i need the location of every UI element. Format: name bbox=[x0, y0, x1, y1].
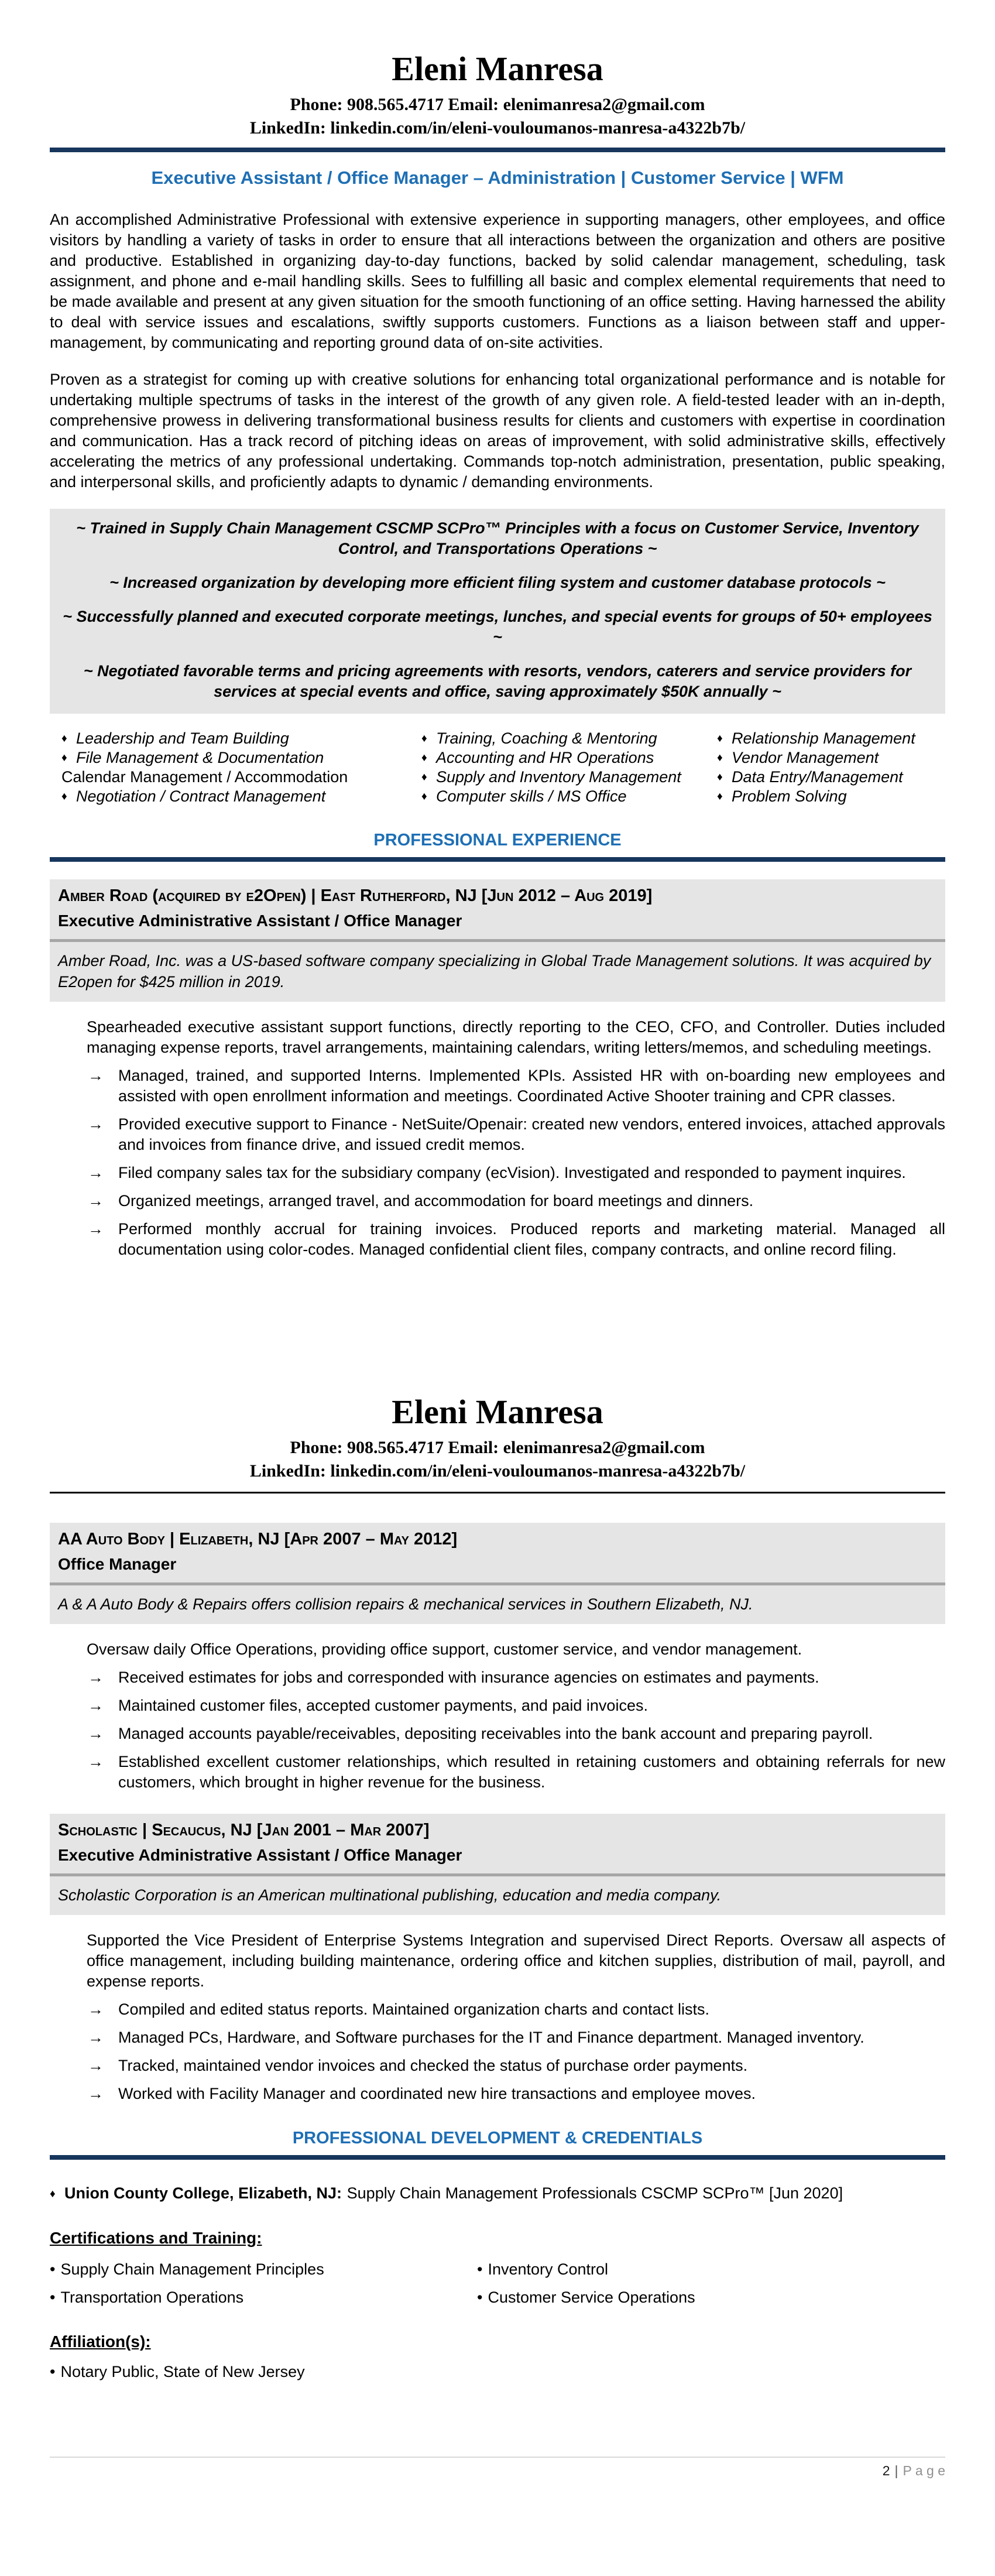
diamond-bullet-icon: ♦ bbox=[421, 752, 427, 764]
arrow-bullet-icon: → bbox=[88, 2057, 104, 2074]
header-rule bbox=[50, 148, 945, 152]
highlight-statement: ~ Negotiated favorable terms and pricing agreements with resorts, vendors, caterers and service providers for services at special events and office, saving approximately $50K annually ~ bbox=[83, 662, 912, 700]
phone-email-line: Phone: 908.565.4717 Email: elenimanresa2@gmail.com bbox=[290, 95, 705, 114]
footer-rule bbox=[50, 2457, 945, 2458]
job-bullet: → Filed company sales tax for the subsidiary company (ecVision). Investigated and responded to payment inquires. bbox=[88, 1163, 945, 1183]
diamond-bullet-icon: ♦ bbox=[717, 771, 723, 783]
education-line bbox=[50, 2183, 945, 2204]
skill-item: ♦ Problem Solving bbox=[717, 787, 847, 805]
page-number bbox=[50, 2463, 945, 2479]
dot-bullet-icon: • bbox=[477, 2260, 483, 2278]
job-company-line: Amber Road (acquired by e2Open) | East Rutherford, NJ [Jun 2012 – Aug 2019] bbox=[58, 886, 653, 905]
job-entry-amber-road bbox=[50, 879, 945, 1260]
candidate-name: Eleni Manresa bbox=[392, 50, 603, 88]
diamond-bullet-icon: ♦ bbox=[717, 790, 723, 803]
job-bullet: → Tracked, maintained vendor invoices and checked the status of purchase order payments. bbox=[88, 2056, 945, 2076]
section-heading-experience: PROFESSIONAL EXPERIENCE bbox=[373, 831, 622, 849]
contact-block bbox=[50, 1437, 945, 1482]
job-bullet: → Managed PCs, Hardware, and Software purchases for the IT and Finance department. Managed inventory. bbox=[88, 2027, 945, 2048]
arrow-bullet-icon: → bbox=[88, 1164, 104, 1181]
arrow-bullet-icon: → bbox=[88, 1220, 104, 1238]
job-bullet: → Managed, trained, and supported Interns. Implemented KPIs. Assisted HR with on-boarding new employees and assisted with open enrollment information and meetings. Coordinated Active Shooter training and CPR classes. bbox=[88, 1066, 945, 1107]
highlight-statement: ~ Successfully planned and executed corporate meetings, lunches, and special events for groups of 50+ employees ~ bbox=[63, 608, 932, 646]
job-bullet: → Received estimates for jobs and corresponded with insurance agencies on estimates and payments. bbox=[88, 1667, 945, 1688]
education-detail: Supply Chain Management Professionals CSCMP SCPro™ [Jun 2020] bbox=[346, 2184, 843, 2202]
skill-item: ♦ Relationship Management bbox=[717, 729, 915, 747]
diamond-bullet-icon: ♦ bbox=[717, 732, 723, 745]
section-rule bbox=[50, 857, 945, 862]
diamond-bullet-icon: ♦ bbox=[421, 732, 427, 745]
page1-header bbox=[50, 0, 945, 152]
highlight-statement: ~ Trained in Supply Chain Management CSCMP SCPro™ Principles with a focus on Customer Service, Inventory Control, and Transportations Operations ~ bbox=[76, 519, 919, 557]
page-number-separator: | bbox=[894, 2463, 898, 2478]
page2-header bbox=[50, 1393, 945, 1493]
candidate-name: Eleni Manresa bbox=[392, 1393, 603, 1431]
page-footer bbox=[50, 2457, 945, 2479]
job-bullet: → Established excellent customer relationships, which resulted in retaining customers and obtaining referrals for new customers, which brought in higher revenue for the business. bbox=[88, 1752, 945, 1793]
diamond-bullet-icon: ♦ bbox=[61, 732, 67, 745]
job-header bbox=[50, 1523, 945, 1624]
arrow-bullet-icon: → bbox=[88, 1067, 104, 1084]
skill-item: ♦ Training, Coaching & Mentoring bbox=[421, 729, 657, 747]
job-intro: Oversaw daily Office Operations, providing office support, customer service, and vendor management. bbox=[87, 1640, 802, 1658]
contact-block bbox=[50, 94, 945, 139]
job-company-line: Scholastic | Secaucus, NJ [Jan 2001 – Mar 2007] bbox=[58, 1821, 430, 1839]
job-role-line: Office Manager bbox=[58, 1555, 177, 1573]
arrow-bullet-icon: → bbox=[88, 1669, 104, 1686]
diamond-bullet-icon: ♦ bbox=[717, 752, 723, 764]
job-header bbox=[50, 879, 945, 1002]
diamond-bullet-icon: ♦ bbox=[50, 2188, 56, 2200]
job-bullet: → Managed accounts payable/receivables, depositing receivables into the bank account and preparing payroll. bbox=[88, 1724, 945, 1744]
diamond-bullet-icon: ♦ bbox=[421, 790, 427, 803]
job-entry-scholastic bbox=[50, 1814, 945, 2104]
job-bullet: → Organized meetings, arranged travel, and accommodation for board meetings and dinners. bbox=[88, 1191, 945, 1211]
arrow-bullet-icon: → bbox=[88, 2029, 104, 2046]
arrow-bullet-icon: → bbox=[88, 1697, 104, 1714]
page-number-value: 2 bbox=[882, 2463, 890, 2478]
skills-column-2 bbox=[421, 729, 717, 806]
skill-item: ♦ Data Entry/Management bbox=[717, 768, 903, 786]
job-header-divider bbox=[50, 1582, 945, 1585]
certifications-label: Certifications and Training: bbox=[50, 2229, 262, 2247]
job-bullet: → Performed monthly accrual for training invoices. Produced reports and marketing material. Managed all documentation using color-codes. Managed confidential client files, company contracts, and online record filing. bbox=[88, 1219, 945, 1260]
company-blurb: Scholastic Corporation is an American multinational publishing, education and media company. bbox=[58, 1886, 722, 1904]
job-bullet: → Compiled and edited status reports. Maintained organization charts and contact lists. bbox=[88, 1999, 945, 2020]
section-heading-development: PROFESSIONAL DEVELOPMENT & CREDENTIALS bbox=[292, 2129, 703, 2147]
job-bullet: → Worked with Facility Manager and coordinated new hire transactions and employee moves. bbox=[88, 2084, 945, 2104]
arrow-bullet-icon: → bbox=[88, 2085, 104, 2102]
summary-paragraph: Proven as a strategist for coming up with creative solutions for enhancing total organizational performance and is notable for undertaking multiple spectrums of tasks in the interest of the growth of any given role. A field-tested leader with an in-depth, comprehensive prowess in delivering transformational business results for clients and customers with expertise in coordination and communication. Has a track record of pitching ideas on areas of improvement, with solid administrative skills, effectively accelerating the metrics of any professional undertaking. Commands top-notch administration, presentation, public speaking, and interpersonal skills, and proficiently adapts to dynamic / demanding environments. bbox=[50, 371, 945, 491]
skill-item: ♦ Negotiation / Contract Management bbox=[61, 787, 326, 805]
certification-item: • Transportation Operations bbox=[50, 2289, 244, 2306]
skills-column-1 bbox=[61, 729, 421, 806]
skill-item: ♦ Vendor Management bbox=[717, 749, 879, 766]
skill-item: ♦ Supply and Inventory Management bbox=[421, 768, 681, 786]
highlights-block bbox=[50, 509, 945, 714]
arrow-bullet-icon: → bbox=[88, 1115, 104, 1133]
arrow-bullet-icon: → bbox=[88, 2000, 104, 2018]
dot-bullet-icon: • bbox=[50, 2289, 56, 2306]
job-bullet: → Provided executive support to Finance - NetSuite/Openair: created new vendors, entered invoices, attached approvals and invoices from finance drive, and issued credit memos. bbox=[88, 1114, 945, 1155]
company-blurb: Amber Road, Inc. was a US-based software company specializing in Global Trade Management solutions. It was acquired by E2open for $425 million in 2019. bbox=[58, 952, 931, 991]
certifications-grid bbox=[50, 2259, 945, 2308]
certification-item: • Supply Chain Management Principles bbox=[50, 2260, 324, 2278]
affiliations-label: Affiliation(s): bbox=[50, 2332, 151, 2351]
skill-item: ♦ Computer skills / MS Office bbox=[421, 787, 627, 805]
header-rule-thin bbox=[50, 1492, 945, 1493]
skills-column-3 bbox=[717, 729, 945, 806]
education-school: Union County College, Elizabeth, NJ: bbox=[64, 2184, 342, 2202]
linkedin-line: LinkedIn: linkedin.com/in/eleni-vouloumanos-manresa-a4322b7b/ bbox=[249, 118, 746, 138]
linkedin-line: LinkedIn: linkedin.com/in/eleni-vouloumanos-manresa-a4322b7b/ bbox=[249, 1461, 746, 1481]
job-intro: Spearheaded executive assistant support functions, directly reporting to the CEO, CFO, and Controller. Duties included managing expense reports, travel arrangements, maintaining calendars, writing letters/memos, and scheduling meetings. bbox=[87, 1018, 945, 1056]
page-label: P a g e bbox=[903, 2463, 945, 2478]
core-skills-grid bbox=[61, 729, 945, 806]
job-role-line: Executive Administrative Assistant / Office Manager bbox=[58, 1846, 462, 1864]
diamond-bullet-icon: ♦ bbox=[61, 752, 67, 764]
diamond-bullet-icon: ♦ bbox=[61, 790, 67, 803]
dot-bullet-icon: • bbox=[477, 2289, 483, 2306]
arrow-bullet-icon: → bbox=[88, 1192, 104, 1210]
skill-item: ♦ Leadership and Team Building bbox=[61, 729, 289, 747]
job-intro: Supported the Vice President of Enterprise Systems Integration and supervised Direct Reports. Oversaw all aspects of office management, including building maintenance, ordering office and kitchen supplies, distribution of mail, payroll, and expense reports. bbox=[87, 1931, 945, 1990]
skill-item: ♦ File Management & Documentation bbox=[61, 749, 324, 766]
dot-bullet-icon: • bbox=[50, 2363, 56, 2380]
phone-email-line: Phone: 908.565.4717 Email: elenimanresa2@gmail.com bbox=[290, 1438, 705, 1457]
diamond-bullet-icon: ♦ bbox=[421, 771, 427, 783]
job-role-line: Executive Administrative Assistant / Office Manager bbox=[58, 912, 462, 930]
job-header bbox=[50, 1814, 945, 1915]
certification-item: • Customer Service Operations bbox=[477, 2289, 695, 2306]
section-rule bbox=[50, 2155, 945, 2160]
job-header-divider bbox=[50, 939, 945, 942]
highlight-statement: ~ Increased organization by developing more efficient filing system and customer database protocols ~ bbox=[109, 574, 886, 591]
dot-bullet-icon: • bbox=[50, 2260, 56, 2278]
job-header-divider bbox=[50, 1873, 945, 1876]
resume-title: Executive Assistant / Office Manager – Administration | Customer Service | WFM bbox=[151, 167, 844, 188]
job-bullet: → Maintained customer files, accepted customer payments, and paid invoices. bbox=[88, 1695, 945, 1716]
job-company-line: AA Auto Body | Elizabeth, NJ [Apr 2007 – May 2012] bbox=[58, 1530, 458, 1549]
affiliation-item: • Notary Public, State of New Jersey bbox=[50, 2363, 305, 2380]
summary-paragraph: An accomplished Administrative Professional with extensive experience in supporting managers, other employees, and office visitors by handling a variety of tasks in order to ensure that all interactions between the organization and others are positive and productive. Established in organizing day-to-day functions, backed by solid calendar management, scheduling, task assignment, and phone and e-mail handling skills. Sees to fulfilling all basic and complex elemental requirements that need to be made available and present at any given situation for the smooth functioning of an office setting. Having harnessed the ability to deal with service issues and escalations, swiftly supports customers. Functions as a liaison between staff and upper-management, by communicating and reporting ground data of on-site activities. bbox=[50, 211, 945, 351]
arrow-bullet-icon: → bbox=[88, 1753, 104, 1770]
company-blurb: A & A Auto Body & Repairs offers collision repairs & mechanical services in Southern Elizabeth, NJ. bbox=[58, 1595, 753, 1613]
certification-item: • Inventory Control bbox=[477, 2260, 609, 2278]
arrow-bullet-icon: → bbox=[88, 1725, 104, 1742]
job-entry-aa-auto-body bbox=[50, 1523, 945, 1793]
skill-item: ♦ Accounting and HR Operations bbox=[421, 749, 654, 766]
skill-item: Calendar Management / Accommodation bbox=[61, 768, 348, 786]
